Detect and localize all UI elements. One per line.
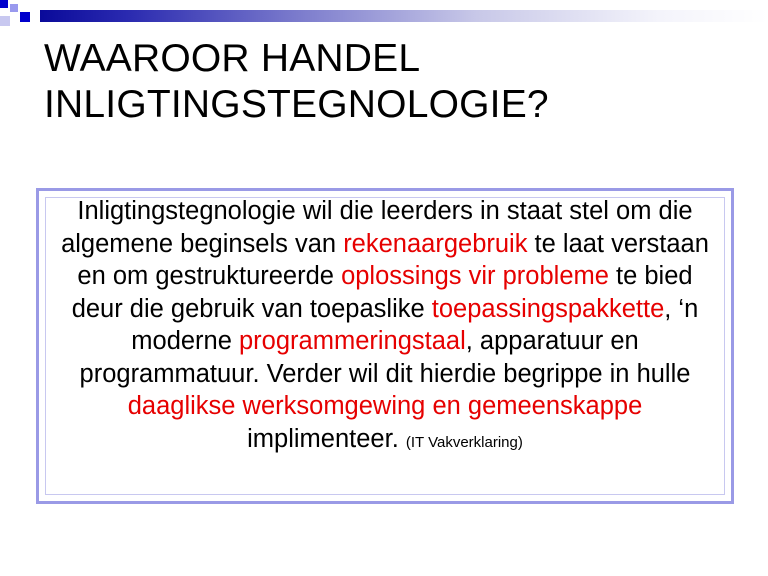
body-text-segment: , apparatuur en programmatuur. Verder wil dit hierdie begrippe in hulle: [79, 327, 691, 388]
decor-square: [0, 16, 10, 26]
body-text-segment: te laat verstaan en om gestruktureerde: [77, 229, 709, 290]
source-citation: (IT Vakverklaring): [405, 433, 523, 451]
body-text-segment: , ‘n moderne: [131, 294, 699, 355]
title-line-2: INLIGTINGSTEGNOLOGIE?: [44, 83, 549, 126]
header-gradient-bar: [40, 10, 768, 22]
title-line-1: WAAROOR HANDEL: [44, 37, 421, 80]
body-text-segment: te bied deur die gebruik van toepaslike: [71, 262, 693, 323]
highlight-werksomgewing: daaglikse werksomgewing en gemeenskappe: [127, 392, 643, 420]
slide-title: [44, 36, 744, 128]
highlight-rekenaargebruik: rekenaargebruik: [343, 229, 528, 258]
content-box: [36, 188, 734, 504]
decor-square: [10, 4, 18, 12]
body-paragraph: [49, 195, 721, 459]
decor-square: [20, 12, 30, 22]
highlight-oplossings: oplossings vir probleme: [341, 262, 609, 290]
decor-square: [0, 0, 8, 8]
body-text-segment: Inligtingstegnologie wil die leerders in staat stel om die algemene beginsels van: [61, 197, 693, 258]
highlight-programmeringstaal: programmeringstaal: [239, 327, 466, 355]
highlight-toepassingspakkette: toepassingspakkette: [431, 294, 665, 323]
body-text-segment: implimenteer.: [247, 424, 406, 453]
